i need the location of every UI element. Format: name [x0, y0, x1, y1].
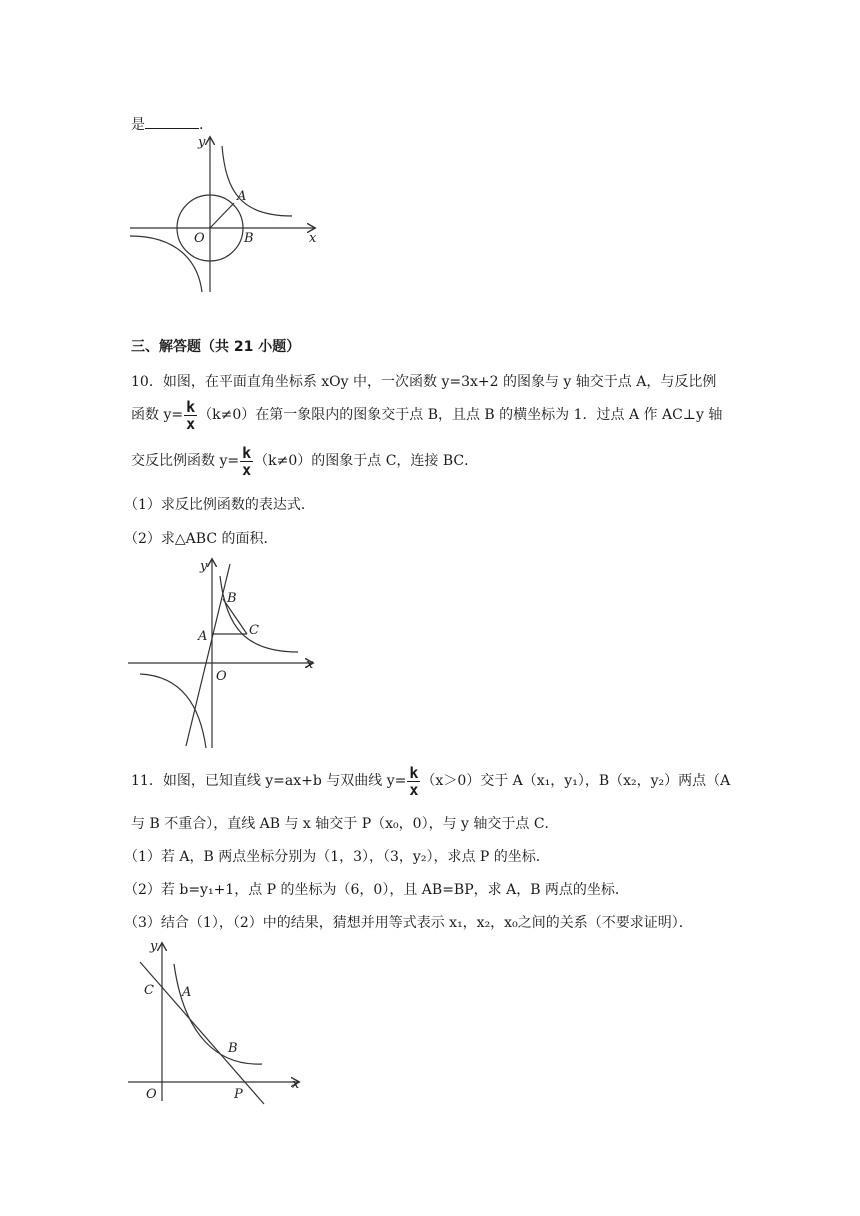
label-x: x [309, 231, 317, 246]
label-O: O [194, 231, 205, 246]
hyperbola-branch-2 [130, 236, 202, 292]
answer-blank [145, 112, 199, 129]
label-A: A [182, 985, 192, 1000]
q10-line2-post: （k≠0）在第一象限内的图象交于点 B，且点 B 的横坐标为 1．过点 A 作 AC⊥y 轴 [198, 407, 723, 423]
frac-num: k [409, 763, 419, 782]
label-y: y [198, 135, 206, 150]
label-x: x [292, 1077, 300, 1092]
section-title: 三、解答题（共 21 小题） [131, 339, 301, 355]
frac-den: x [186, 414, 196, 433]
hyperbola-branch-1 [220, 576, 298, 652]
q9-period: . [199, 117, 204, 133]
label-O: O [216, 669, 227, 684]
q11-line2: 与 B 不重合），直线 AB 与 x 轴交于 P（x₀，0），与 y 轴交于点 C． [131, 816, 559, 832]
fraction-k-over-x [407, 765, 420, 798]
q10-line3 [131, 443, 478, 479]
q11-sub3: （3）结合（1），（2）中的结果，猜想并用等式表示 x₁，x₂，x₀之间的关系（不要求证明）． [124, 915, 693, 931]
line-y-3x-2 [186, 564, 230, 746]
label-B: B [228, 1041, 238, 1056]
q10-line2-pre: 函数 y= [131, 407, 184, 423]
q11-line1-post: （x＞0）交于 A（x₁，y₁），B（x₂，y₂）两点（A [421, 773, 731, 789]
fraction-k-over-x [240, 445, 253, 478]
q11-line1 [131, 763, 730, 799]
label-P: P [234, 1087, 243, 1102]
hyperbola-branch [174, 964, 262, 1064]
label-y: y [200, 559, 208, 574]
frac-den: x [242, 460, 252, 479]
q10-line3-post: （k≠0）的图象于点 C，连接 BC． [254, 453, 479, 469]
q9-text: 是 [131, 117, 145, 133]
hyperbola-branch-1 [222, 146, 292, 216]
q11-sub2: （2）若 b=y₁+1，点 P 的坐标为（6，0），且 AB=BP，求 A，B 两点的坐标． [124, 882, 629, 898]
label-C: C [249, 623, 259, 638]
label-A: A [237, 189, 247, 204]
label-B: B [227, 591, 237, 606]
label-y: y [150, 939, 158, 954]
q11-sub1: （1）若 A，B 两点坐标分别为（1，3），（3，y₂），求点 P 的坐标． [124, 849, 550, 865]
label-C: C [144, 983, 154, 998]
figure-circle-hyperbola [126, 132, 326, 297]
q10-line1: 10．如图，在平面直角坐标系 xOy 中，一次函数 y=3x+2 的图象与 y 轴交于点 A，与反比例 [131, 374, 717, 390]
figure-line-hyperbola-ABC [126, 556, 326, 751]
hyperbola-branch-2 [140, 674, 206, 748]
label-A: A [198, 629, 208, 644]
q10-line2 [131, 397, 722, 433]
label-x: x [306, 657, 314, 672]
q10-sub2: （2）求△ABC 的面积． [124, 531, 278, 547]
label-O: O [146, 1087, 157, 1102]
fraction-k-over-x [184, 399, 197, 432]
q11-line1-pre: 11．如图，已知直线 y=ax+b 与双曲线 y= [131, 773, 407, 789]
label-B: B [244, 231, 254, 246]
q10-line3-pre: 交反比例函数 y= [131, 453, 240, 469]
segment-OA [210, 203, 234, 228]
figure-line-hyperbola-ABP [126, 936, 311, 1111]
line-AB [140, 962, 264, 1104]
frac-num: k [186, 397, 196, 416]
q10-sub1: （1）求反比例函数的表达式． [124, 497, 315, 513]
frac-num: k [242, 443, 252, 462]
frac-den: x [409, 780, 419, 799]
